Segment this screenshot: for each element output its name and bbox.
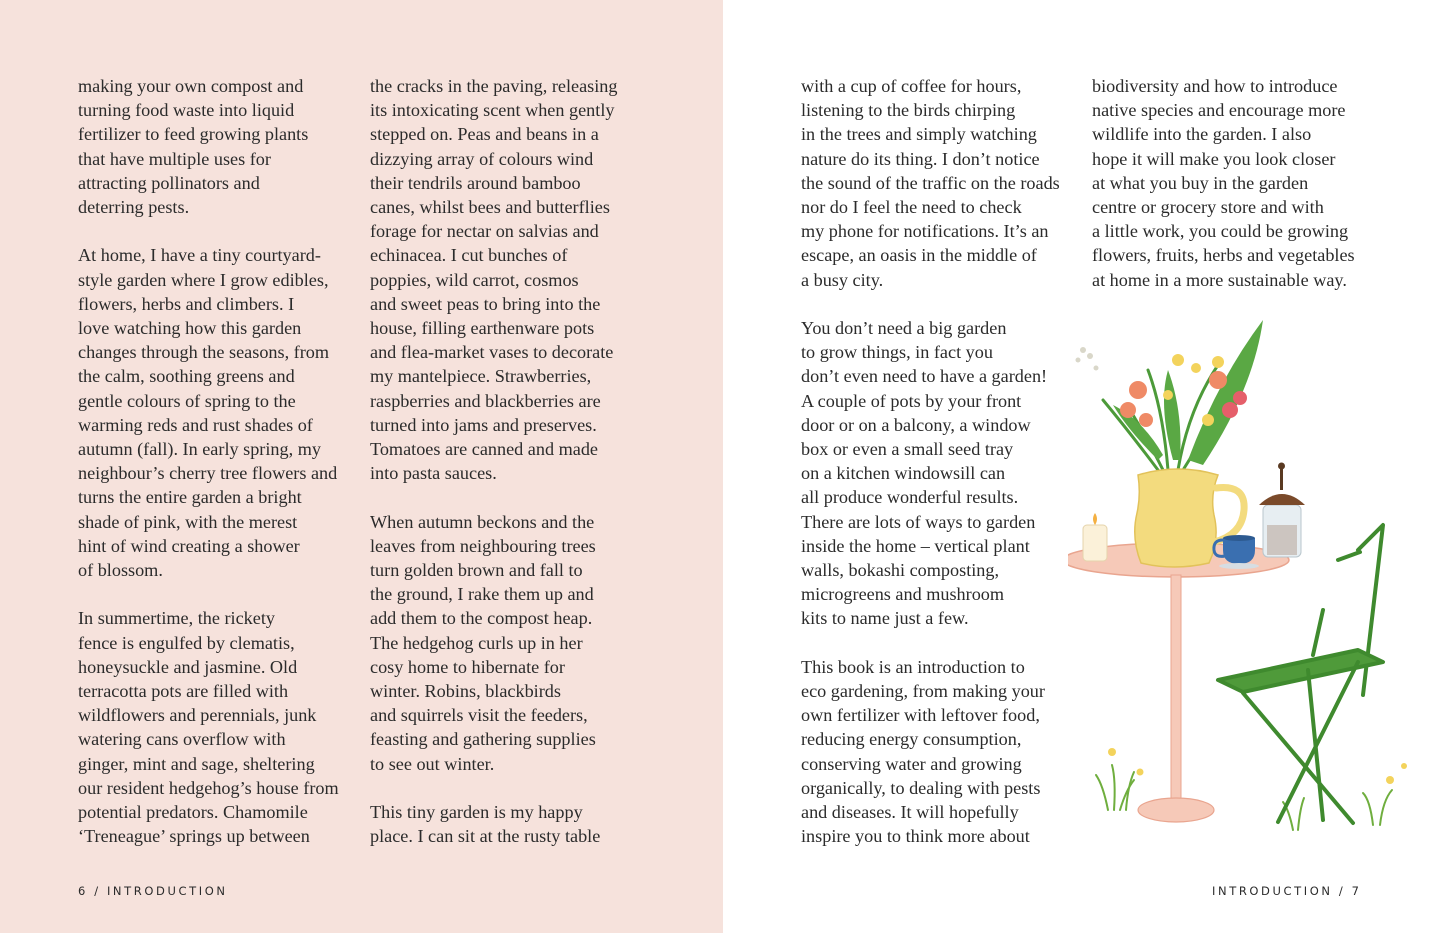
right-page-folio — [1212, 884, 1362, 898]
section-title: INTRODUCTION — [106, 884, 228, 898]
folio-separator: / — [1338, 884, 1346, 898]
paragraph: This tiny garden is my happy place. I can sit at the rusty table — [370, 802, 601, 847]
left-page-column-2 — [370, 74, 660, 848]
page-number: 6 — [78, 884, 88, 898]
folio-separator: / — [94, 884, 101, 898]
small-flower-icon — [1108, 748, 1407, 784]
paragraph: You don’t need a big garden to grow things, in fact you don’t even need to have a garden! A couple of pots by your front door or on a balcony, a window box or even a small seed tray on a kitchen windowsill can all produce wonderful results. There are lots of ways to garden inside the home – vertical plant walls, bokashi composting, microgreens and mushroom kits to name just a few. — [801, 318, 1048, 629]
garden-table-illustration — [1068, 310, 1418, 840]
page-number: 7 — [1351, 884, 1362, 898]
right-page — [723, 0, 1445, 933]
paragraph: the cracks in the paving, releasing its intoxicating scent when gently stepped on. Peas and beans in a dizzying array of colours wind their tendrils around bamboo canes, whilst bees and butterflies forage for nectar on salvias and echinacea. I cut bunches of poppies, wild carrot, cosmos and sweet peas to bring into the house, filling earthenware pots and flea-market vases to decorate my mantelpiece. Strawberries, raspberries and blackberries are turned into jams and preserves. Tomatoes are canned and made into pasta sauces. — [370, 76, 618, 484]
flower-bouquet-icon — [1076, 320, 1264, 470]
candle-icon — [1083, 513, 1107, 561]
paragraph: making your own compost and turning food waste into liquid fertilizer to feed growing plants that have multiple uses for attracting pollinators and deterring pests. — [78, 76, 309, 218]
section-title: INTRODUCTION — [1212, 884, 1333, 898]
left-page-folio — [78, 884, 228, 898]
left-page-column-1 — [78, 74, 363, 848]
paragraph: In summertime, the rickety fence is engulfed by clematis, honeysuckle and jasmine. Old terracotta pots are filled with wildflowers and perennials, junk watering cans overflow with ginger, mint and sage, sheltering our resident hedgehog’s house from potential predators. Chamomile ‘Treneague’ springs up between — [78, 608, 339, 847]
paragraph: This book is an introduction to eco gardening, from making your own fertilizer with leftover food, reducing energy consumption, conserving water and growing organically, to dealing with pests and diseases. It will hopefully inspire you to think more about — [801, 656, 1045, 847]
right-page-column-1 — [801, 74, 1086, 848]
paragraph: with a cup of coffee for hours, listening to the birds chirping in the trees and simply watching nature do its thing. I don’t notice the sound of the traffic on the roads nor do I feel the need to check my phone for notifications. It’s an escape, an oasis in the middle of a busy city. — [801, 76, 1060, 290]
paragraph: When autumn beckons and the leaves from neighbouring trees turn golden brown and fall to the ground, I rake them up and add them to the compost heap. The hedgehog curls up in her cosy home to hibernate for winter. Robins, blackbirds and squirrels visit the feeders, feasting and gathering supplies to see out winter. — [370, 511, 596, 774]
paragraph: biodiversity and how to introduce native species and encourage more wildlife into the garden. I also hope it will make you look closer at what you buy in the garden centre or grocery store and with a little work, you could be growing flowers, fruits, herbs and vegetables at home in a more sustainable way. — [1092, 76, 1355, 290]
cafetiere-icon — [1259, 463, 1305, 558]
right-page-column-2 — [1092, 74, 1392, 292]
paragraph: At home, I have a tiny courtyard- style garden where I grow edibles, flowers, herbs and climbers. I love watching how this garden changes through the seasons, from the calm, soothing greens and gentle colours of spring to the warming reds and rust shades of autumn (fall). In early spring, my neighbour’s cherry tree flowers and turns the entire garden a bright shade of pink, with the merest hint of wind creating a shower of blossom. — [78, 245, 338, 581]
